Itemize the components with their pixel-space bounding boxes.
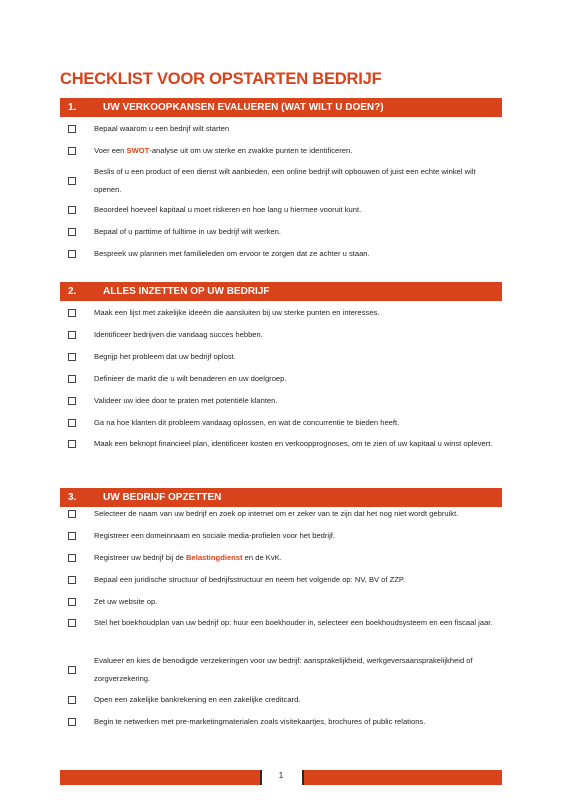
page-number: 1 [278,771,284,780]
section-title: UW VERKOOPKANSEN EVALUEREN (WAT WILT U DOEN?) [103,102,384,113]
section-number: 2. [68,286,77,297]
item-text: Identificeer bedrijven die vandaag succes hebben. [94,330,263,339]
checklist-item [68,201,502,219]
checkbox[interactable] [68,718,76,726]
checkbox[interactable] [68,510,76,518]
checklist-item [68,593,502,611]
checkbox[interactable] [68,598,76,606]
item-text: Bespreek uw plannen met familieleden om ervoor te zorgen dat ze achter u staan. [94,249,370,258]
checklist-item [68,652,502,687]
checklist-item [68,414,502,432]
checkbox[interactable] [68,177,76,185]
checklist-item [68,571,502,589]
item-text: Evalueer en kies de benodigde verzekeringen voor uw bedrijf: aansprakelijkheid, werkgeversaansprakelijkheid of zorgverzekering. [94,656,473,683]
item-text: Valideer uw idee door te praten met potentiële klanten. [94,396,278,405]
item-text: Zet uw website op. [94,597,158,606]
checkbox[interactable] [68,250,76,258]
page-title: CHECKLIST VOOR OPSTARTEN BEDRIJF [60,70,382,88]
checkbox[interactable] [68,147,76,155]
item-text: Stel het boekhoudplan van uw bedrijf op: huur een boekhouder in, selecteer een boekhoudsysteem en een fiscaal jaar. [94,618,493,627]
checkbox[interactable] [68,554,76,562]
checkbox[interactable] [68,375,76,383]
section-title: UW BEDRIJF OPZETTEN [103,492,222,503]
checkbox[interactable] [68,619,76,627]
checklist-item [68,505,502,523]
checklist-item [68,142,502,160]
checkbox[interactable] [68,419,76,427]
section-title: ALLES INZETTEN OP UW BEDRIJF [103,286,270,297]
item-text: Beoordeel hoeveel kapitaal u moet riskeren en hoe lang u hiermee vooruit kunt. [94,205,362,214]
checklist-item [68,223,502,241]
checklist-item [68,120,502,138]
checkbox[interactable] [68,206,76,214]
checklist-item [68,435,502,453]
checkbox[interactable] [68,696,76,704]
checklist-item [68,304,502,322]
item-text: Bepaal waarom u een bedrijf wilt starten [94,124,230,133]
item-text: Selecteer de naam van uw bedrijf en zoek op internet om er zeker van te zijn dat het nog niet wordt gebruikt. [94,509,459,518]
item-text: Voer een SWOT-analyse uit om uw sterke en zwakke punten te identificeren. [94,146,353,155]
section-number: 3. [68,492,77,503]
item-text: Registreer uw bedrijf bij de Belastingdienst en de KvK. [94,553,282,562]
item-text: Maak een lijst met zakelijke ideeën die aansluiten bij uw sterke punten en interesses. [94,308,380,317]
checkbox[interactable] [68,331,76,339]
footer-divider-left [260,770,262,785]
footer-bar-right [304,770,502,785]
checklist-item [68,713,502,731]
checklist-item [68,392,502,410]
checkbox[interactable] [68,353,76,361]
highlight-term: Belastingdienst [186,553,243,562]
checklist-item [68,245,502,263]
item-text: Beslis of u een product of een dienst wilt aanbieden, een online bedrijf wilt opbouwen of juist een echte winkel wilt openen. [94,167,476,194]
checkbox[interactable] [68,576,76,584]
item-text: Begin te netwerken met pre-marketingmaterialen zoals visitekaartjes, brochures of public relations. [94,717,426,726]
checklist-item [68,326,502,344]
checkbox[interactable] [68,666,76,674]
highlight-term: SWOT [126,146,150,155]
checkbox[interactable] [68,397,76,405]
section-header-2 [60,282,502,301]
item-text: Registreer een domeinnaam en sociale media-profielen voor het bedrijf. [94,531,336,540]
section-number: 1. [68,102,77,113]
checklist-item [68,163,502,198]
checkbox[interactable] [68,228,76,236]
item-text: Definieer de markt die u wilt benaderen en uw doelgroep. [94,374,287,383]
checkbox[interactable] [68,309,76,317]
item-text: Begrijp het probleem dat uw bedrijf oplost. [94,352,236,361]
checklist-item [68,370,502,388]
item-text: Bepaal of u parttime of fulltime in uw bedrijf wilt werken. [94,227,281,236]
item-text: Ga na hoe klanten dit probleem vandaag oplossen, en wat de concurrentie te bieden heeft. [94,418,400,427]
footer-bar-left [60,770,260,785]
checkbox[interactable] [68,440,76,448]
checklist-item [68,549,502,567]
section-header-1 [60,98,502,117]
checkbox[interactable] [68,125,76,133]
checklist-item [68,527,502,545]
item-text: Maak een beknopt financieel plan, identificeer kosten en verkoopprognoses, om te zien of uw kapitaal u winst oplevert. [94,439,493,448]
checklist-item [68,348,502,366]
item-text: Open een zakelijke bankrekening en een zakelijke creditcard. [94,695,301,704]
item-text: Bepaal een juridische structuur of bedrijfsstructuur en neem het volgende op: NV, BV of ZZP. [94,575,406,584]
checklist-item [68,614,502,632]
checklist-item [68,691,502,709]
checkbox[interactable] [68,532,76,540]
